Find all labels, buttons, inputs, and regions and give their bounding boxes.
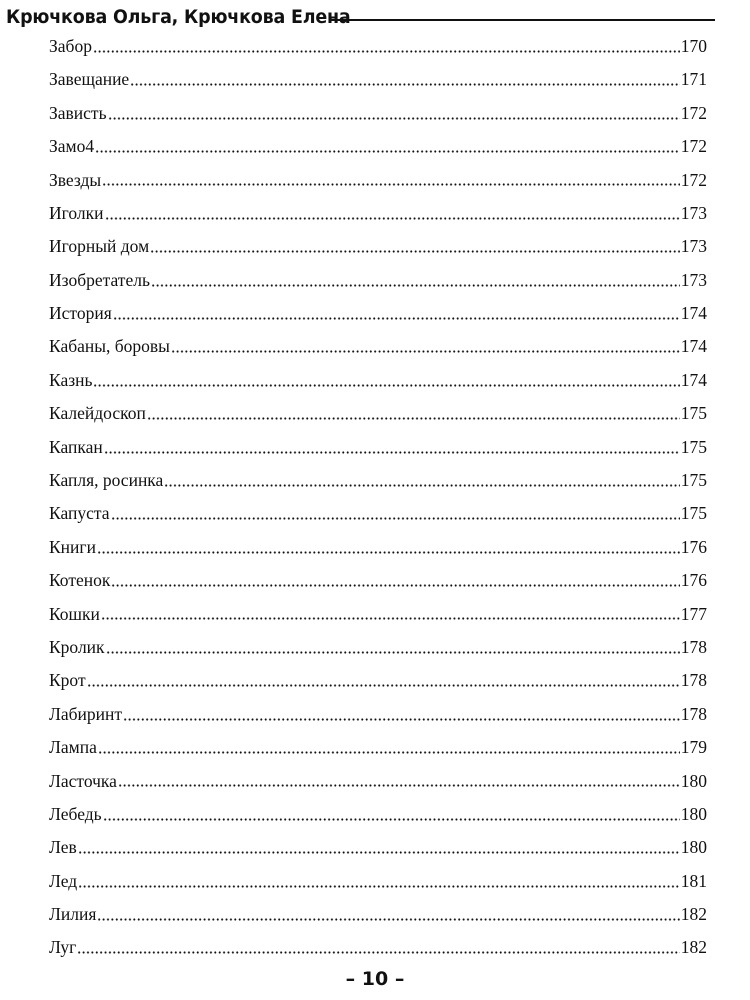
toc-entry <box>49 130 707 163</box>
dot-leader <box>111 505 680 523</box>
toc-entry <box>49 230 707 263</box>
dot-leader <box>130 71 680 89</box>
dot-leader <box>101 606 680 624</box>
toc-entry-title: Лампа <box>49 737 97 758</box>
toc-entry-page: 175 <box>680 470 707 491</box>
dot-leader <box>103 806 680 824</box>
toc-entry-title: Казнь <box>49 369 93 390</box>
table-of-contents <box>49 30 707 965</box>
toc-entry-title: Забор <box>49 35 92 56</box>
toc-entry-page: 176 <box>680 536 707 557</box>
toc-entry-page: 175 <box>680 436 707 457</box>
toc-entry-page: 178 <box>680 636 707 657</box>
dot-leader <box>93 38 680 56</box>
dot-leader <box>106 639 680 657</box>
toc-entry-title: Игорный дом <box>49 236 150 257</box>
toc-entry <box>49 865 707 898</box>
toc-entry-title: Замо4 <box>49 136 95 157</box>
toc-entry-page: 172 <box>680 136 707 157</box>
toc-entry <box>49 531 707 564</box>
dot-leader <box>150 238 680 256</box>
page-number: – 10 – <box>345 968 405 990</box>
toc-entry <box>49 63 707 96</box>
running-header <box>6 2 715 32</box>
toc-entry <box>49 397 707 430</box>
dot-leader <box>98 739 680 757</box>
toc-entry-title: Луг <box>49 937 77 958</box>
dot-leader <box>97 906 679 924</box>
toc-entry-page: 170 <box>680 35 707 56</box>
toc-entry <box>49 197 707 230</box>
toc-entry-title: Кошки <box>49 603 100 624</box>
toc-entry-title: Лебедь <box>49 803 102 824</box>
header-rule <box>330 19 715 21</box>
toc-entry-title: Изобретатель <box>49 269 150 290</box>
toc-entry <box>49 331 707 364</box>
toc-entry-title: Капля, росинка <box>49 470 164 491</box>
toc-entry-title: История <box>49 303 112 324</box>
toc-entry-page: 180 <box>680 803 707 824</box>
toc-entry <box>49 564 707 597</box>
toc-entry-page: 172 <box>680 102 707 123</box>
toc-entry-title: Капкан <box>49 436 103 457</box>
toc-entry <box>49 364 707 397</box>
toc-entry <box>49 297 707 330</box>
toc-entry <box>49 464 707 497</box>
dot-leader <box>123 706 680 724</box>
dot-leader <box>93 372 679 390</box>
toc-entry <box>49 164 707 197</box>
dot-leader <box>147 405 680 423</box>
toc-entry-title: Завещание <box>49 69 130 90</box>
dot-leader <box>77 939 679 957</box>
toc-entry-title: Иголки <box>49 202 104 223</box>
dot-leader <box>97 539 680 557</box>
dot-leader <box>151 272 680 290</box>
toc-entry-page: 177 <box>680 603 707 624</box>
toc-entry <box>49 932 707 965</box>
dot-leader <box>78 839 680 857</box>
toc-entry <box>49 698 707 731</box>
toc-entry <box>49 765 707 798</box>
toc-entry-title: Книги <box>49 536 96 557</box>
dot-leader <box>164 472 679 490</box>
toc-entry-page: 180 <box>680 770 707 791</box>
toc-entry-title: Котенок <box>49 570 111 591</box>
toc-entry-page: 173 <box>680 202 707 223</box>
toc-entry-page: 179 <box>680 737 707 758</box>
toc-entry-page: 178 <box>680 670 707 691</box>
dot-leader <box>102 172 680 190</box>
dot-leader <box>171 338 680 356</box>
toc-entry-page: 173 <box>680 236 707 257</box>
dot-leader <box>113 305 680 323</box>
dot-leader <box>105 205 680 223</box>
toc-entry-title: Калейдоскоп <box>49 403 146 424</box>
toc-entry-page: 181 <box>680 870 707 891</box>
toc-entry-page: 182 <box>680 937 707 958</box>
toc-entry-title: Лилия <box>49 904 97 925</box>
dot-leader <box>108 105 680 123</box>
toc-entry <box>49 264 707 297</box>
toc-entry-page: 171 <box>680 69 707 90</box>
toc-entry <box>49 497 707 530</box>
toc-entry <box>49 831 707 864</box>
toc-entry-page: 175 <box>680 503 707 524</box>
toc-entry-page: 178 <box>680 703 707 724</box>
toc-entry <box>49 664 707 697</box>
dot-leader <box>104 439 680 457</box>
toc-entry-page: 172 <box>680 169 707 190</box>
header-title: Крючкова Ольга, Крючкова Елена <box>6 6 351 28</box>
toc-entry-page: 174 <box>680 369 707 390</box>
toc-entry-title: Зависть <box>49 102 107 123</box>
toc-entry <box>49 631 707 664</box>
toc-entry <box>49 97 707 130</box>
dot-leader <box>118 773 680 791</box>
toc-entry-title: Капуста <box>49 503 110 524</box>
toc-entry-title: Звезды <box>49 169 102 190</box>
toc-entry-title: Лед <box>49 870 78 891</box>
toc-entry-page: 182 <box>680 904 707 925</box>
toc-entry-title: Кабаны, боровы <box>49 336 170 357</box>
toc-entry-title: Кролик <box>49 636 105 657</box>
toc-entry <box>49 598 707 631</box>
toc-entry-page: 180 <box>680 837 707 858</box>
toc-entry-page: 176 <box>680 570 707 591</box>
toc-entry-title: Крот <box>49 670 86 691</box>
toc-entry-page: 174 <box>680 336 707 357</box>
toc-entry-title: Ласточка <box>49 770 117 791</box>
toc-entry-page: 175 <box>680 403 707 424</box>
toc-entry-page: 174 <box>680 303 707 324</box>
toc-entry-title: Лабиринт <box>49 703 123 724</box>
toc-entry <box>49 898 707 931</box>
dot-leader <box>95 138 680 156</box>
toc-entry <box>49 731 707 764</box>
toc-entry <box>49 30 707 63</box>
toc-entry-title: Лев <box>49 837 77 858</box>
dot-leader <box>111 572 679 590</box>
dot-leader <box>87 672 680 690</box>
toc-entry-page: 173 <box>680 269 707 290</box>
dot-leader <box>78 873 680 891</box>
toc-entry <box>49 431 707 464</box>
toc-entry <box>49 798 707 831</box>
